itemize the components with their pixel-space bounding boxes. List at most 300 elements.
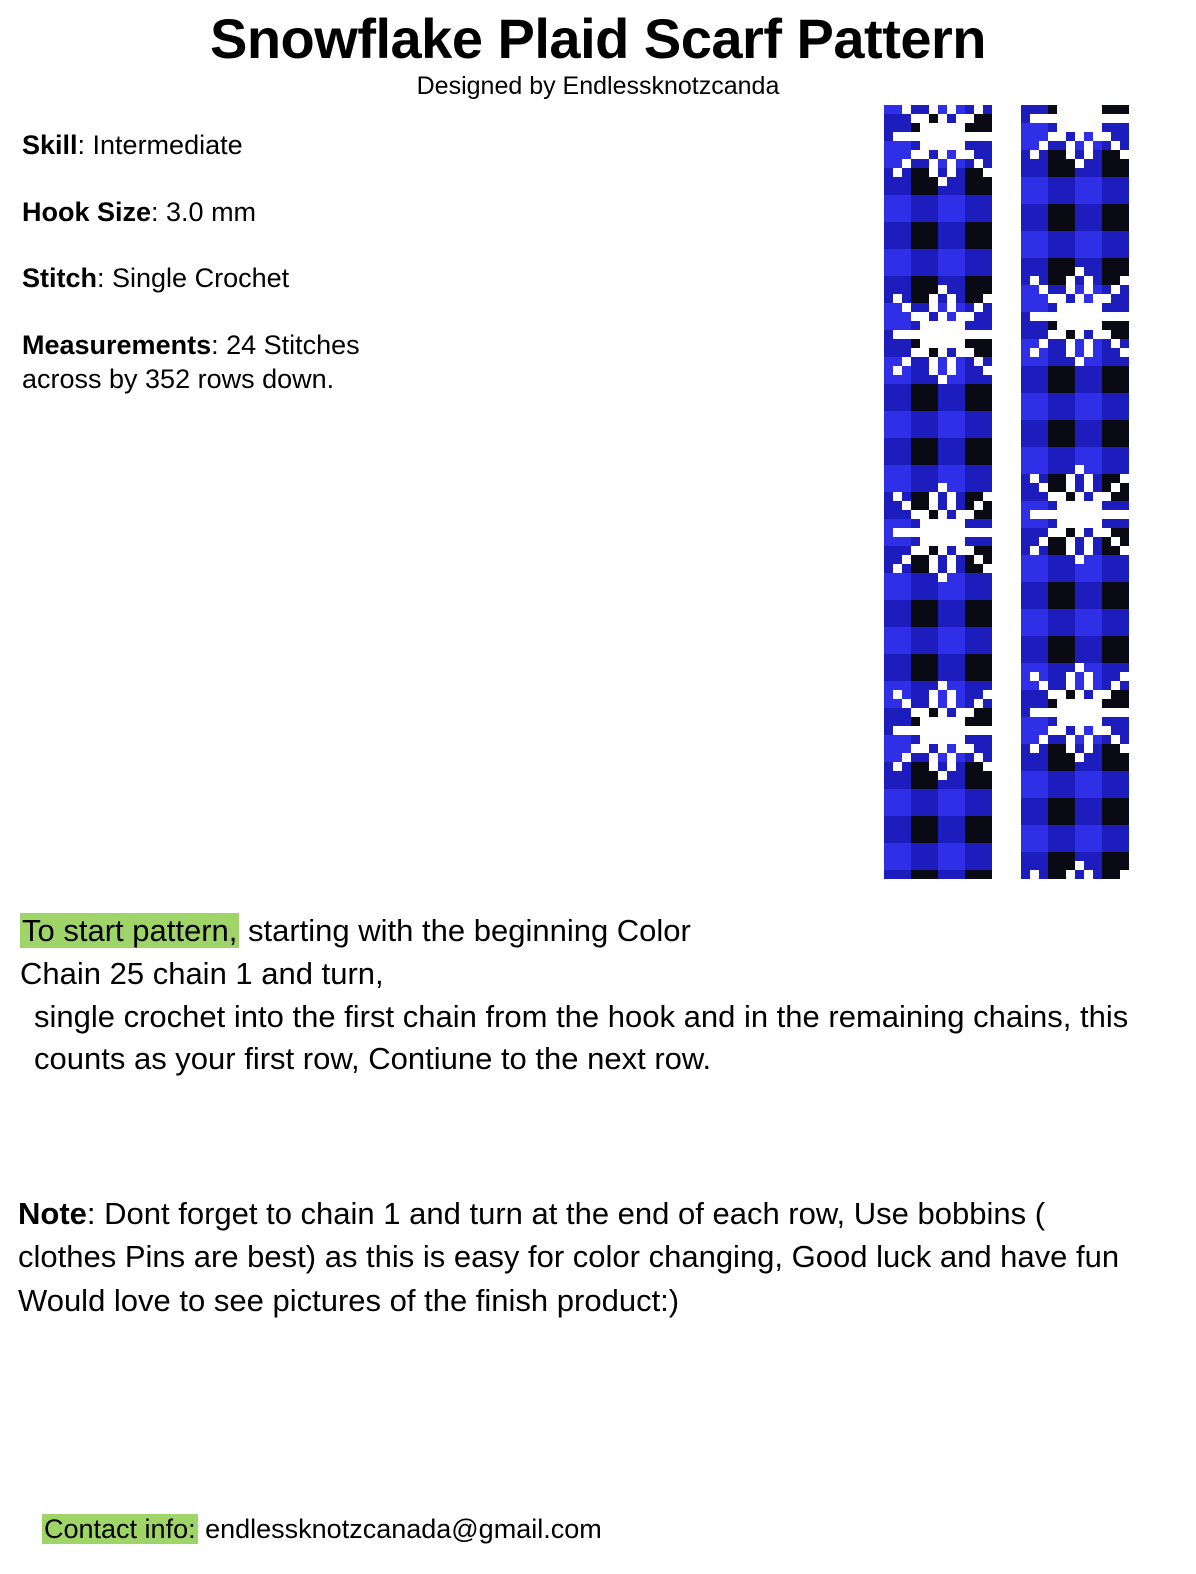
chart-cell xyxy=(965,375,974,384)
chart-cell xyxy=(1048,762,1057,771)
chart-cell xyxy=(956,141,965,150)
pattern-specs xyxy=(22,128,442,429)
chart-cell xyxy=(1048,537,1057,546)
chart-cell xyxy=(1057,555,1066,564)
chart-cell xyxy=(1102,303,1111,312)
chart-cell xyxy=(929,690,938,699)
chart-cell xyxy=(1075,744,1084,753)
chart-cell xyxy=(1102,213,1111,222)
chart-cell xyxy=(893,807,902,816)
chart-cell xyxy=(884,690,893,699)
chart-cell xyxy=(1048,555,1057,564)
chart-cell xyxy=(947,510,956,519)
chart-cell xyxy=(1120,384,1129,393)
chart-cell xyxy=(974,492,983,501)
chart-cell xyxy=(947,726,956,735)
chart-cell xyxy=(965,681,974,690)
chart-cell xyxy=(1030,348,1039,357)
chart-cell xyxy=(938,789,947,798)
chart-cell xyxy=(1021,105,1030,114)
chart-cell xyxy=(1057,699,1066,708)
chart-cell xyxy=(1120,240,1129,249)
chart-cell xyxy=(1030,591,1039,600)
chart-cell xyxy=(1030,447,1039,456)
chart-cell xyxy=(938,321,947,330)
chart-cell xyxy=(1120,537,1129,546)
chart-cell xyxy=(911,627,920,636)
chart-cell xyxy=(929,294,938,303)
chart-cell xyxy=(920,564,929,573)
chart-cell xyxy=(1111,753,1120,762)
chart-cell xyxy=(1039,735,1048,744)
chart-cell xyxy=(983,222,992,231)
chart-cell xyxy=(974,618,983,627)
chart-cell xyxy=(893,267,902,276)
chart-cell xyxy=(1021,402,1030,411)
chart-cell xyxy=(938,663,947,672)
chart-cell xyxy=(1021,726,1030,735)
chart-cell xyxy=(929,312,938,321)
chart-cell xyxy=(1075,159,1084,168)
chart-cell xyxy=(893,708,902,717)
chart-cell xyxy=(1084,744,1093,753)
chart-cell xyxy=(1057,195,1066,204)
chart-cell xyxy=(938,564,947,573)
chart-cell xyxy=(929,780,938,789)
chart-cell xyxy=(1030,600,1039,609)
chart-cell xyxy=(1048,222,1057,231)
chart-cell xyxy=(956,285,965,294)
chart-cell xyxy=(1102,348,1111,357)
chart-cell xyxy=(983,555,992,564)
chart-cell xyxy=(884,519,893,528)
chart-cell xyxy=(1111,582,1120,591)
chart-cell xyxy=(893,528,902,537)
chart-cell xyxy=(947,258,956,267)
chart-cell xyxy=(965,600,974,609)
chart-cell xyxy=(1057,537,1066,546)
chart-cell xyxy=(983,663,992,672)
chart-cell xyxy=(902,816,911,825)
chart-cell xyxy=(1084,537,1093,546)
chart-cell xyxy=(1084,807,1093,816)
chart-cell xyxy=(884,537,893,546)
chart-cell xyxy=(902,726,911,735)
chart-cell xyxy=(1021,744,1030,753)
chart-cell xyxy=(1021,204,1030,213)
chart-cell xyxy=(920,222,929,231)
chart-cell xyxy=(1120,123,1129,132)
chart-cell xyxy=(1048,285,1057,294)
chart-cell xyxy=(911,672,920,681)
chart-cell xyxy=(947,240,956,249)
chart-cell xyxy=(1102,546,1111,555)
chart-cell xyxy=(1111,537,1120,546)
chart-cell xyxy=(929,834,938,843)
chart-cell xyxy=(902,222,911,231)
chart-cell xyxy=(902,276,911,285)
chart-cell xyxy=(965,690,974,699)
chart-cell xyxy=(1039,159,1048,168)
chart-cell xyxy=(1030,789,1039,798)
chart-cell xyxy=(956,519,965,528)
chart-cell xyxy=(947,303,956,312)
chart-cell xyxy=(965,789,974,798)
chart-cell xyxy=(1048,591,1057,600)
chart-cell xyxy=(1039,105,1048,114)
chart-cell xyxy=(1030,753,1039,762)
chart-cell xyxy=(1111,123,1120,132)
chart-cell xyxy=(1030,834,1039,843)
chart-cell xyxy=(1066,348,1075,357)
chart-cell xyxy=(1021,465,1030,474)
chart-cell xyxy=(884,420,893,429)
chart-cell xyxy=(1084,483,1093,492)
chart-cell xyxy=(1102,807,1111,816)
chart-cell xyxy=(1048,447,1057,456)
chart-cell xyxy=(911,204,920,213)
chart-cell xyxy=(902,861,911,870)
spec-measurements-label: Measurements xyxy=(22,329,212,360)
chart-cell xyxy=(965,663,974,672)
chart-cell xyxy=(1030,672,1039,681)
chart-cell xyxy=(1084,330,1093,339)
chart-cell xyxy=(1102,663,1111,672)
chart-cell xyxy=(884,771,893,780)
chart-cell xyxy=(1066,861,1075,870)
chart-cell xyxy=(974,114,983,123)
chart-cell xyxy=(1039,816,1048,825)
chart-cell xyxy=(1021,861,1030,870)
chart-cell xyxy=(1093,816,1102,825)
chart-cell xyxy=(1039,753,1048,762)
chart-cell xyxy=(911,366,920,375)
chart-cell xyxy=(1048,708,1057,717)
chart-cell xyxy=(1048,816,1057,825)
chart-cell xyxy=(884,150,893,159)
chart-cell xyxy=(1093,726,1102,735)
chart-cell xyxy=(1102,717,1111,726)
chart-cell xyxy=(920,528,929,537)
chart-cell xyxy=(947,411,956,420)
chart-cell xyxy=(893,618,902,627)
chart-cell xyxy=(1075,582,1084,591)
chart-cell xyxy=(965,456,974,465)
spec-stitch-label: Stitch xyxy=(22,263,98,294)
chart-cell xyxy=(1039,186,1048,195)
chart-cell xyxy=(911,843,920,852)
chart-cell xyxy=(1021,690,1030,699)
chart-cell xyxy=(974,465,983,474)
chart-cell xyxy=(956,627,965,636)
chart-cell xyxy=(956,861,965,870)
chart-cell xyxy=(965,672,974,681)
chart-cell xyxy=(1039,177,1048,186)
chart-cell xyxy=(1048,105,1057,114)
chart-cell xyxy=(938,780,947,789)
chart-cell xyxy=(1057,429,1066,438)
chart-cell xyxy=(1066,699,1075,708)
chart-cell xyxy=(920,132,929,141)
chart-cell xyxy=(893,204,902,213)
spec-skill-label: Skill xyxy=(22,130,78,160)
chart-cell xyxy=(956,699,965,708)
chart-cell xyxy=(911,645,920,654)
chart-cell xyxy=(1048,375,1057,384)
chart-cell xyxy=(1093,717,1102,726)
chart-cell xyxy=(1075,114,1084,123)
chart-cell xyxy=(929,402,938,411)
chart-cell xyxy=(1102,618,1111,627)
chart-cell xyxy=(983,402,992,411)
chart-cell xyxy=(1075,870,1084,879)
chart-cell xyxy=(974,141,983,150)
chart-cell xyxy=(965,312,974,321)
chart-cell xyxy=(884,456,893,465)
chart-cell xyxy=(1093,690,1102,699)
chart-cell xyxy=(1111,717,1120,726)
chart-cell xyxy=(1093,528,1102,537)
chart-cell xyxy=(1057,708,1066,717)
chart-cell xyxy=(1075,627,1084,636)
chart-cell xyxy=(1039,366,1048,375)
chart-cell xyxy=(1057,357,1066,366)
chart-cell xyxy=(974,735,983,744)
spec-hook-size-label: Hook Size xyxy=(22,196,152,227)
chart-cell xyxy=(920,375,929,384)
chart-cell xyxy=(893,429,902,438)
chart-cell xyxy=(902,645,911,654)
chart-cell xyxy=(1039,312,1048,321)
chart-cell xyxy=(1102,294,1111,303)
chart-cell xyxy=(893,105,902,114)
chart-cell xyxy=(1057,258,1066,267)
chart-cell xyxy=(983,123,992,132)
chart-cell xyxy=(947,627,956,636)
chart-cell xyxy=(893,636,902,645)
chart-cell xyxy=(1084,114,1093,123)
chart-cell xyxy=(983,537,992,546)
chart-cell xyxy=(1021,159,1030,168)
chart-cell xyxy=(947,465,956,474)
chart-cell xyxy=(911,222,920,231)
chart-cell xyxy=(893,546,902,555)
chart-cell xyxy=(1048,726,1057,735)
chart-cell xyxy=(1030,654,1039,663)
chart-cell xyxy=(938,843,947,852)
chart-cell xyxy=(902,114,911,123)
chart-cell xyxy=(1057,762,1066,771)
chart-cell xyxy=(920,627,929,636)
chart-cell xyxy=(983,852,992,861)
chart-cell xyxy=(1084,186,1093,195)
chart-cell xyxy=(1039,339,1048,348)
chart-cell xyxy=(1102,600,1111,609)
chart-cell xyxy=(1030,240,1039,249)
chart-cell xyxy=(947,555,956,564)
chart-cell xyxy=(1066,636,1075,645)
chart-cell xyxy=(1075,141,1084,150)
chart-cell xyxy=(1021,600,1030,609)
chart-cell xyxy=(1111,609,1120,618)
chart-cell xyxy=(1030,402,1039,411)
chart-cell xyxy=(1057,303,1066,312)
chart-cell xyxy=(974,708,983,717)
chart-cell xyxy=(1111,186,1120,195)
chart-cell xyxy=(920,600,929,609)
chart-cell xyxy=(947,222,956,231)
chart-cell xyxy=(1120,798,1129,807)
chart-cell xyxy=(1030,726,1039,735)
chart-cell xyxy=(1057,420,1066,429)
chart-cell xyxy=(1066,528,1075,537)
chart-cell xyxy=(1030,267,1039,276)
chart-cell xyxy=(1075,258,1084,267)
chart-cell xyxy=(1075,132,1084,141)
chart-cell xyxy=(1057,789,1066,798)
chart-cell xyxy=(1048,564,1057,573)
chart-cell xyxy=(938,339,947,348)
chart-cell xyxy=(893,663,902,672)
chart-cell xyxy=(1093,411,1102,420)
chart-cell xyxy=(1102,123,1111,132)
chart-cell xyxy=(956,195,965,204)
chart-cell xyxy=(920,150,929,159)
chart-cell xyxy=(956,528,965,537)
chart-cell xyxy=(929,357,938,366)
chart-cell xyxy=(1093,600,1102,609)
chart-cell xyxy=(983,753,992,762)
chart-cell xyxy=(1084,375,1093,384)
chart-cell xyxy=(1111,870,1120,879)
spec-measurements xyxy=(22,328,442,397)
chart-cell xyxy=(1120,483,1129,492)
chart-cell xyxy=(1120,114,1129,123)
chart-cell xyxy=(1084,681,1093,690)
chart-cell xyxy=(965,492,974,501)
chart-cell xyxy=(1066,672,1075,681)
chart-cell xyxy=(1093,609,1102,618)
chart-cell xyxy=(974,240,983,249)
chart-cell xyxy=(965,807,974,816)
chart-cell xyxy=(1075,546,1084,555)
chart-cell xyxy=(965,204,974,213)
chart-cell xyxy=(1075,438,1084,447)
chart-cell xyxy=(1093,384,1102,393)
chart-cell xyxy=(965,816,974,825)
chart-cell xyxy=(938,762,947,771)
chart-cell xyxy=(929,771,938,780)
chart-cell xyxy=(920,456,929,465)
chart-cell xyxy=(1102,393,1111,402)
chart-cell xyxy=(902,618,911,627)
chart-cell xyxy=(956,114,965,123)
chart-cell xyxy=(947,402,956,411)
start-line-1 xyxy=(20,910,1140,953)
chart-cell xyxy=(1030,546,1039,555)
chart-cell xyxy=(983,393,992,402)
chart-cell xyxy=(920,357,929,366)
chart-cell xyxy=(1021,294,1030,303)
chart-cell xyxy=(965,465,974,474)
chart-cell xyxy=(893,861,902,870)
chart-cell xyxy=(884,141,893,150)
chart-cell xyxy=(938,330,947,339)
chart-cell xyxy=(902,789,911,798)
chart-cell xyxy=(1048,195,1057,204)
chart-cell xyxy=(1084,159,1093,168)
chart-cell xyxy=(911,735,920,744)
chart-cell xyxy=(884,861,893,870)
chart-cell xyxy=(884,564,893,573)
chart-cell xyxy=(929,222,938,231)
chart-cell xyxy=(938,807,947,816)
chart-cell xyxy=(884,186,893,195)
chart-cell xyxy=(1057,744,1066,753)
chart-cell xyxy=(893,456,902,465)
chart-cell xyxy=(1093,591,1102,600)
chart-cell xyxy=(1084,267,1093,276)
chart-cell xyxy=(974,762,983,771)
chart-cell xyxy=(929,114,938,123)
chart-cell xyxy=(938,528,947,537)
chart-cell xyxy=(956,420,965,429)
chart-cell xyxy=(956,726,965,735)
chart-cell xyxy=(884,780,893,789)
chart-cell xyxy=(1066,393,1075,402)
chart-cell xyxy=(920,870,929,879)
chart-cell xyxy=(974,690,983,699)
chart-cell xyxy=(974,195,983,204)
chart-cell xyxy=(1093,114,1102,123)
chart-cell xyxy=(1102,555,1111,564)
chart-cell xyxy=(902,663,911,672)
chart-cell xyxy=(1102,510,1111,519)
chart-cell xyxy=(929,510,938,519)
chart-cell xyxy=(1057,546,1066,555)
chart-cell xyxy=(884,168,893,177)
chart-cell xyxy=(1093,546,1102,555)
chart-cell xyxy=(956,537,965,546)
chart-cell xyxy=(902,843,911,852)
chart-cell xyxy=(1111,168,1120,177)
chart-cell xyxy=(1093,744,1102,753)
chart-cell xyxy=(893,537,902,546)
chart-cell xyxy=(1048,636,1057,645)
chart-cell xyxy=(947,231,956,240)
chart-cell xyxy=(1084,672,1093,681)
chart-cell xyxy=(884,573,893,582)
chart-cell xyxy=(956,384,965,393)
chart-cell xyxy=(1057,753,1066,762)
chart-cell xyxy=(920,681,929,690)
chart-cell xyxy=(1021,528,1030,537)
chart-cell xyxy=(956,447,965,456)
chart-cell xyxy=(974,402,983,411)
chart-cell xyxy=(911,501,920,510)
chart-cell xyxy=(965,357,974,366)
chart-cell xyxy=(1084,438,1093,447)
chart-cell xyxy=(947,609,956,618)
chart-cell xyxy=(1021,834,1030,843)
chart-cell xyxy=(1120,321,1129,330)
chart-cell xyxy=(947,825,956,834)
chart-cell xyxy=(1039,645,1048,654)
chart-cell xyxy=(1093,105,1102,114)
chart-cell xyxy=(983,357,992,366)
chart-cell xyxy=(1120,699,1129,708)
chart-cell xyxy=(1093,168,1102,177)
